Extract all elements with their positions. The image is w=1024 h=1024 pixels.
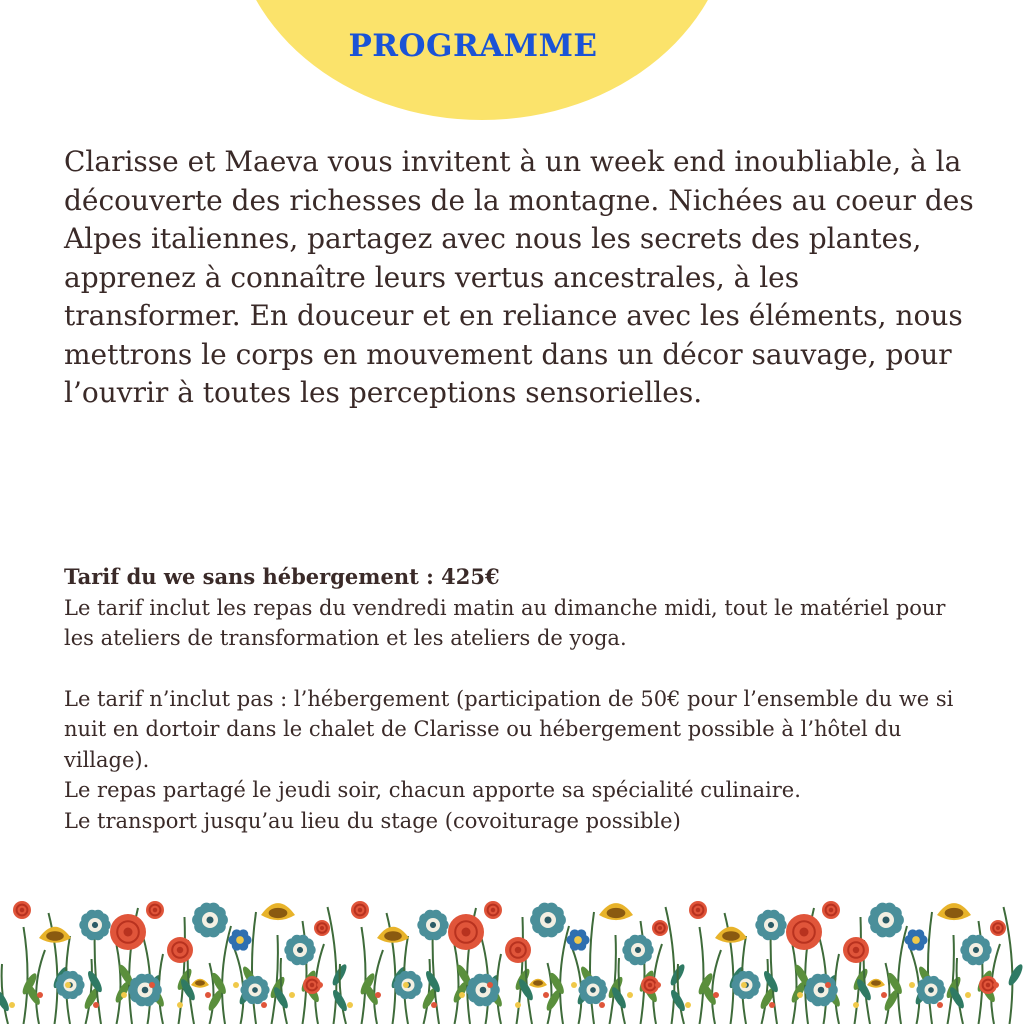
berry-icon bbox=[93, 1002, 99, 1008]
stem-icon bbox=[957, 958, 963, 1024]
stem-icon bbox=[793, 945, 797, 1024]
stem-icon bbox=[281, 958, 287, 1024]
stem-icon bbox=[712, 950, 721, 1024]
page-title: PROGRAMME bbox=[348, 28, 598, 64]
stem-icon bbox=[610, 935, 616, 1024]
leaf-icon bbox=[1006, 962, 1024, 987]
flower-center-icon bbox=[871, 980, 881, 985]
flower-center-icon bbox=[986, 983, 991, 988]
flower-center-icon bbox=[297, 947, 303, 953]
flower-center-icon bbox=[945, 908, 964, 918]
flower-center-icon bbox=[20, 908, 25, 913]
stem-icon bbox=[2, 964, 8, 1024]
flower-center-icon bbox=[195, 980, 205, 985]
stem-icon bbox=[455, 945, 459, 1024]
berry-icon bbox=[797, 992, 803, 998]
flower-center-icon bbox=[480, 987, 487, 994]
berry-icon bbox=[909, 982, 915, 988]
berry-icon bbox=[685, 1002, 691, 1008]
flower-center-icon bbox=[590, 987, 596, 993]
flower-center-icon bbox=[829, 908, 834, 913]
stem-icon bbox=[928, 912, 932, 1024]
berry-icon bbox=[177, 1002, 183, 1008]
berry-icon bbox=[149, 982, 155, 988]
flower-center-icon bbox=[882, 916, 889, 923]
flower-center-icon bbox=[800, 928, 809, 937]
flower-center-icon bbox=[252, 987, 258, 993]
flower-center-icon bbox=[696, 908, 701, 913]
berry-icon bbox=[599, 1002, 605, 1008]
stem-icon bbox=[86, 959, 92, 1024]
flower-center-icon bbox=[462, 928, 471, 937]
stem-icon bbox=[374, 950, 383, 1024]
berry-icon bbox=[289, 992, 295, 998]
pricing-excludes-transport: Le transport jusqu’au lieu du stage (covoiturage possible) bbox=[64, 808, 681, 833]
pricing-heading: Tarif du we sans hébergement : 425€ bbox=[64, 564, 500, 589]
flower-center-icon bbox=[430, 922, 436, 928]
stem-icon bbox=[700, 927, 704, 1024]
flower-center-icon bbox=[92, 922, 98, 928]
stem-icon bbox=[36, 950, 45, 1024]
intro-paragraph: Clarisse et Maeva vous invitent à un week end inoubliable, à la découverte des richesses de la montagne. Nichées au coeur des Alpes italiennes, partagez avec nous les secrets des plantes, apprenez à connaître leurs vertus ancestrales, à les transformer. En douceur et en reliance avec les éléments, nous mettrons le corps en mouvement dans un décor sauvage, pour l’ouvrir à toutes les perceptions sensorielles. bbox=[64, 145, 974, 409]
stem-icon bbox=[762, 959, 768, 1024]
flower-center-icon bbox=[544, 916, 551, 923]
berry-icon bbox=[627, 992, 633, 998]
flower-center-icon bbox=[996, 926, 1000, 930]
berry-icon bbox=[403, 982, 409, 988]
berry-icon bbox=[9, 1002, 15, 1008]
stem-icon bbox=[424, 959, 430, 1024]
flower-center-icon bbox=[853, 947, 860, 954]
flower-center-icon bbox=[124, 928, 133, 937]
flower-center-icon bbox=[722, 931, 740, 941]
stem-icon bbox=[117, 945, 121, 1024]
flower-center-icon bbox=[269, 908, 288, 918]
flower-center-icon bbox=[384, 931, 402, 941]
flower-center-icon bbox=[206, 916, 213, 923]
berry-icon bbox=[965, 992, 971, 998]
flower-center-icon bbox=[236, 936, 244, 944]
flower-center-icon bbox=[533, 980, 543, 985]
flower-center-icon bbox=[310, 983, 315, 988]
berry-icon bbox=[937, 1002, 943, 1008]
berry-icon bbox=[655, 982, 661, 988]
flower-center-icon bbox=[658, 926, 662, 930]
pricing-excludes-meal: Le repas partagé le jeudi soir, chacun apporte sa spécialité culinaire. bbox=[64, 778, 801, 802]
berry-icon bbox=[713, 992, 719, 998]
berry-icon bbox=[205, 992, 211, 998]
berry-icon bbox=[317, 982, 323, 988]
flower-center-icon bbox=[142, 987, 149, 994]
berry-icon bbox=[515, 1002, 521, 1008]
flower-center-icon bbox=[153, 908, 158, 913]
flower-center-icon bbox=[818, 987, 825, 994]
flower-center-icon bbox=[358, 908, 363, 913]
flower-center-icon bbox=[515, 947, 522, 954]
pricing-includes: Le tarif inclut les repas du vendredi matin au dimanche midi, tout le matériel pour les ateliers de transformation et les ateliers de yoga. bbox=[64, 595, 946, 650]
berry-icon bbox=[233, 982, 239, 988]
stem-icon bbox=[24, 927, 28, 1024]
wildflower-border bbox=[0, 890, 1024, 1024]
flower-center-icon bbox=[177, 947, 184, 954]
stem-icon bbox=[272, 935, 278, 1024]
flower-center-icon bbox=[928, 987, 934, 993]
flower-center-icon bbox=[768, 922, 774, 928]
berry-icon bbox=[459, 992, 465, 998]
berry-icon bbox=[37, 992, 43, 998]
berry-icon bbox=[993, 982, 999, 988]
berry-icon bbox=[853, 1002, 859, 1008]
berry-icon bbox=[431, 1002, 437, 1008]
berry-icon bbox=[487, 982, 493, 988]
pricing-section bbox=[64, 562, 964, 836]
berry-icon bbox=[881, 992, 887, 998]
berry-icon bbox=[121, 992, 127, 998]
flower-center-icon bbox=[607, 908, 626, 918]
berry-icon bbox=[825, 982, 831, 988]
berry-icon bbox=[741, 982, 747, 988]
berry-icon bbox=[769, 1002, 775, 1008]
berry-icon bbox=[347, 1002, 353, 1008]
flower-center-icon bbox=[635, 947, 641, 953]
flower-center-icon bbox=[648, 983, 653, 988]
flower-center-icon bbox=[912, 936, 920, 944]
berry-icon bbox=[543, 992, 549, 998]
berry-icon bbox=[261, 1002, 267, 1008]
stem-icon bbox=[619, 958, 625, 1024]
stem-icon bbox=[252, 912, 256, 1024]
berry-icon bbox=[571, 982, 577, 988]
stem-icon bbox=[948, 935, 954, 1024]
stem-icon bbox=[590, 912, 594, 1024]
pricing-excludes-accommodation: Le tarif n’inclut pas : l’hébergement (participation de 50€ pour l’ensemble du we si nuit en dortoir dans le chalet de Clarisse ou hébergement possible à l’hôtel du village). bbox=[64, 686, 954, 772]
flower-center-icon bbox=[320, 926, 324, 930]
flower-center-icon bbox=[46, 931, 64, 941]
flower-center-icon bbox=[574, 936, 582, 944]
flower-center-icon bbox=[973, 947, 979, 953]
stem-icon bbox=[362, 927, 366, 1024]
berry-icon bbox=[375, 992, 381, 998]
berry-icon bbox=[65, 982, 71, 988]
flower-center-icon bbox=[491, 908, 496, 913]
